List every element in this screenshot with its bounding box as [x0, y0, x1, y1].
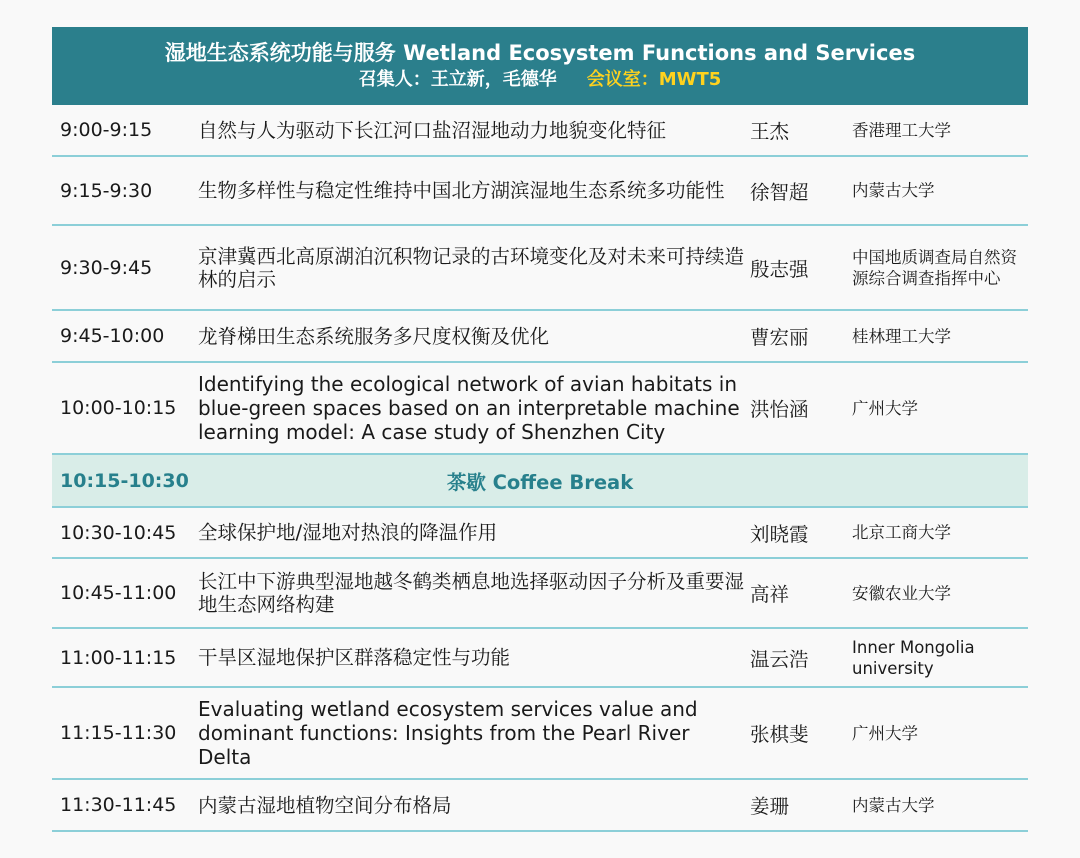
- time-slot: 9:15-9:30: [60, 179, 153, 202]
- table-row: [52, 311, 1028, 363]
- time-slot: 10:00-10:15: [60, 397, 177, 419]
- affiliation: Inner Mongolia university: [852, 637, 975, 678]
- talk-title: 龙脊梯田生态系统服务多尺度权衡及优化: [198, 324, 550, 348]
- speaker: 高祥: [750, 583, 790, 606]
- conveners: 召集人：王立新，毛德华: [358, 69, 557, 90]
- time-slot: 10:30-10:45: [60, 521, 177, 544]
- table-row: [52, 688, 1028, 780]
- talk-title: 京津冀西北高原湖泊沉积物记录的古环境变化及对未来可持续造林的启示: [198, 244, 745, 291]
- affiliation: 北京工商大学: [852, 523, 951, 542]
- affiliation: 内蒙古大学: [852, 795, 935, 815]
- affiliation: 内蒙古大学: [852, 181, 935, 200]
- speaker: 曹宏丽: [750, 326, 809, 349]
- speaker: 刘晓霞: [750, 522, 809, 546]
- session-header: [52, 27, 1028, 105]
- speaker: 洪怡涵: [750, 398, 809, 421]
- talk-title: 干旱区湿地保护区群落稳定性与功能: [198, 646, 511, 669]
- talk-title: Identifying the ecological network of avian habitats in blue-green spaces based on an interpretable machine learning model: A case study of Shenzhen City: [198, 372, 740, 444]
- time-slot: 9:45-10:00: [60, 325, 165, 347]
- table-row: [52, 508, 1028, 559]
- time-slot: 9:00-9:15: [60, 119, 153, 141]
- session-title: 湿地生态系统功能与服务 Wetland Ecosystem Functions and Services: [164, 41, 916, 65]
- speaker: 殷志强: [750, 257, 809, 281]
- time-slot: 11:30-11:45: [60, 794, 177, 816]
- affiliation: 安徽农业大学: [852, 583, 951, 603]
- time-slot: 9:30-9:45: [60, 256, 153, 279]
- table-row: [52, 105, 1028, 157]
- time-slot: 11:00-11:15: [60, 646, 177, 669]
- table-row: [52, 363, 1028, 455]
- affiliation: 广州大学: [852, 398, 918, 418]
- time-slot: 10:15-10:30: [60, 469, 189, 492]
- speaker: 徐智超: [750, 180, 809, 204]
- talk-title: 自然与人为驱动下长江河口盐沼湿地动力地貌变化特征: [198, 118, 667, 142]
- schedule-table: [52, 27, 1028, 832]
- session-info: [359, 67, 722, 93]
- speaker: 温云浩: [750, 647, 809, 671]
- talk-title: 内蒙古湿地植物空间分布格局: [198, 793, 452, 817]
- coffee-break-label: 茶歇 Coffee Break: [446, 470, 634, 494]
- speaker: 王杰: [750, 120, 790, 143]
- affiliation: 桂林理工大学: [852, 326, 951, 346]
- table-row: [52, 629, 1028, 688]
- speaker: 张棋斐: [750, 723, 809, 746]
- table-row: [52, 226, 1028, 311]
- coffee-break-row: [52, 455, 1028, 508]
- time-slot: 10:45-11:00: [60, 582, 177, 604]
- speaker: 姜珊: [750, 795, 790, 818]
- talk-title: Evaluating wetland ecosystem services value and dominant functions: Insights from the Pearl River Delta: [198, 697, 698, 769]
- table-row: [52, 559, 1028, 629]
- meeting-room: 会议室：MWT5: [586, 69, 722, 90]
- time-slot: 11:15-11:30: [60, 722, 177, 744]
- affiliation: 中国地质调查局自然资源综合调查指挥中心: [852, 247, 1017, 288]
- table-row: [52, 157, 1028, 226]
- table-row: [52, 780, 1028, 832]
- talk-title: 生物多样性与稳定性维持中国北方湖滨湿地生态系统多功能性: [198, 179, 725, 202]
- talk-title: 全球保护地/湿地对热浪的降温作用: [198, 521, 498, 544]
- affiliation: 香港理工大学: [852, 120, 951, 140]
- affiliation: 广州大学: [852, 723, 918, 743]
- talk-title: 长江中下游典型湿地越冬鹤类栖息地选择驱动因子分析及重要湿地生态网络构建: [198, 570, 745, 616]
